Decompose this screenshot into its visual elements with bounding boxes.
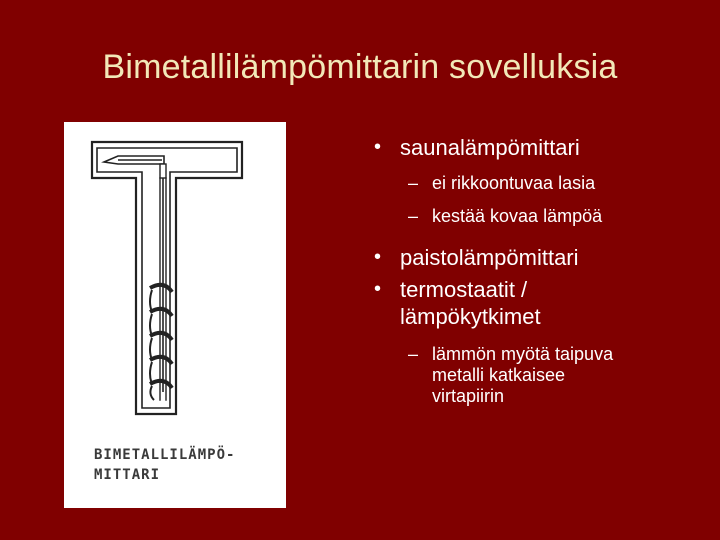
sub-bullet-text-line3: virtapiirin [432, 386, 505, 406]
sub-bullet-text-line2: metalli katkaisee [432, 365, 566, 385]
sub-bullet-text-line1: lämmön myötä taipuva [432, 344, 614, 364]
figure-caption-line2: MITTARI [94, 467, 161, 483]
dash-marker: – [408, 344, 419, 364]
slide-title: Bimetallilämpömittarin sovelluksia [102, 48, 618, 86]
dash-marker: – [408, 206, 419, 226]
bullet-marker: • [374, 246, 382, 268]
bullet-text: paistolämpömittari [400, 245, 579, 270]
bullet-text: saunalämpömittari [400, 135, 580, 160]
sub-bullet-item [372, 344, 702, 407]
bullet-list [372, 134, 702, 407]
figure-caption-line1: BIMETALLILÄMPÖ- [94, 447, 236, 463]
bullet-marker: • [374, 278, 382, 300]
sub-bullet-item [372, 206, 702, 227]
sub-bullet-text: ei rikkoontuvaa lasia [432, 173, 596, 193]
bullet-item [372, 244, 702, 271]
bullet-marker: • [374, 136, 382, 158]
bullet-text-line1: termostaatit / [400, 277, 528, 302]
sub-bullet-text: kestää kovaa lämpöä [432, 206, 603, 226]
dash-marker: – [408, 173, 419, 193]
thermometer-figure [64, 122, 286, 508]
bullet-text-line2: lämpökytkimet [400, 304, 541, 329]
sub-bullet-item [372, 173, 702, 194]
bullet-item [372, 276, 702, 330]
bullet-item [372, 134, 702, 161]
